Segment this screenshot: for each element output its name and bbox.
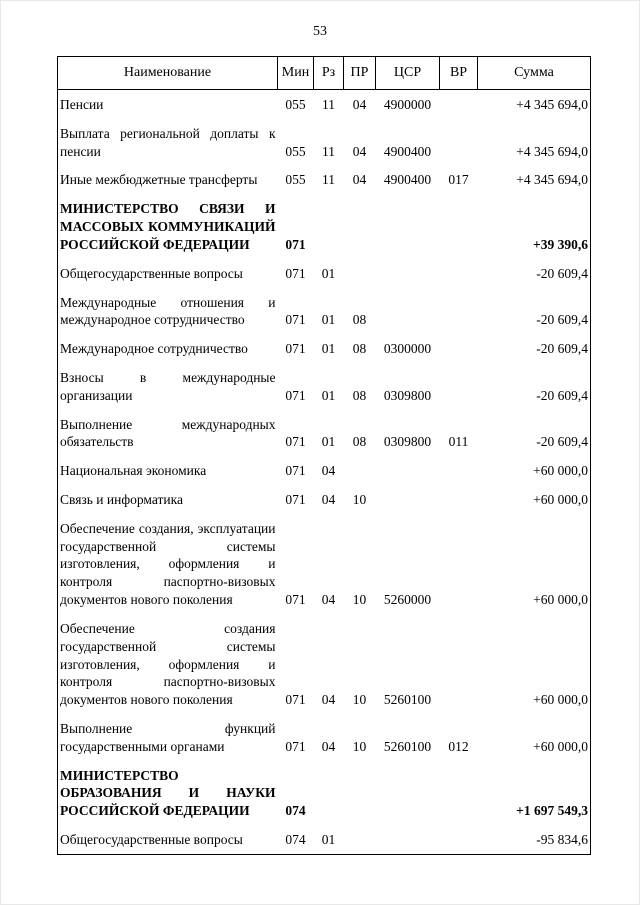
table-row: [58, 485, 591, 514]
cell-min: 071: [285, 236, 306, 252]
cell-min: 055: [285, 172, 306, 188]
cell-pr: 08: [352, 434, 367, 450]
table-row: [58, 334, 591, 363]
cell-rz: 01: [321, 832, 336, 847]
cell-csr: 0300000: [383, 341, 432, 357]
table-row: [58, 259, 591, 288]
table-body: [58, 90, 591, 855]
cell-min: 071: [285, 463, 306, 479]
cell-csr: [376, 485, 440, 514]
cell-name: Выполнение функций государственными органами: [60, 720, 276, 754]
cell-vr: [440, 334, 478, 363]
table-row: [58, 456, 591, 485]
cell-rz: 04: [321, 592, 336, 608]
cell-name: Обеспечение создания, эксплуатации государственной системы изготовления, оформления и контроля паспортно-визовых документов нового поколения: [60, 520, 276, 608]
cell-rz: 04: [321, 463, 336, 479]
cell-name: Общегосударственные вопросы: [60, 265, 243, 281]
cell-csr: [376, 288, 440, 335]
cell-vr: [440, 194, 478, 258]
cell-pr: 04: [352, 172, 367, 188]
cell-vr: [440, 514, 478, 614]
cell-summa: -20 609,4: [536, 341, 588, 357]
cell-rz: [314, 194, 344, 258]
cell-csr: [376, 194, 440, 258]
cell-vr: 011: [448, 434, 469, 450]
cell-pr: [344, 194, 376, 258]
cell-rz: 04: [321, 738, 336, 754]
cell-rz: 11: [322, 97, 335, 112]
cell-name: Выполнение международных обязательств: [60, 416, 276, 450]
cell-pr: 04: [352, 97, 367, 112]
cell-min: 074: [285, 832, 306, 847]
cell-vr: 012: [448, 738, 469, 754]
cell-min: 074: [285, 803, 306, 819]
cell-csr: [376, 825, 440, 854]
table-row: [58, 614, 591, 714]
cell-summa: +60 000,0: [533, 492, 588, 507]
cell-pr: [344, 825, 376, 854]
cell-pr: 10: [352, 592, 367, 608]
table-row: [58, 761, 591, 825]
table-row: [58, 514, 591, 614]
cell-pr: [344, 259, 376, 288]
cell-vr: 017: [448, 172, 469, 188]
cell-vr: [440, 761, 478, 825]
cell-name: Иные межбюджетные трансферты: [60, 172, 258, 188]
cell-min: 071: [285, 312, 306, 328]
cell-name: Обеспечение создания государственной системы изготовления, оформления и контроля паспортно-визовых документов нового поколения: [60, 620, 276, 708]
cell-summa: +39 390,6: [533, 236, 588, 252]
header-min: Мин: [278, 57, 314, 90]
cell-vr: [440, 614, 478, 714]
cell-csr: 0309800: [383, 387, 432, 403]
header-pr: ПР: [344, 57, 376, 90]
cell-rz: 01: [321, 312, 336, 328]
cell-min: 071: [285, 434, 306, 450]
cell-min: 071: [285, 592, 306, 608]
cell-pr: 08: [352, 387, 367, 403]
cell-pr: 08: [352, 341, 367, 357]
cell-min: 071: [285, 738, 306, 754]
cell-vr: [440, 119, 478, 166]
cell-name: Выплата региональной доплаты к пенсии: [60, 125, 276, 159]
cell-rz: 11: [322, 143, 335, 159]
cell-rz: 01: [321, 265, 336, 281]
cell-vr: [440, 485, 478, 514]
cell-summa: -20 609,4: [536, 312, 588, 328]
table-row: [58, 119, 591, 166]
cell-summa: +4 345 694,0: [516, 143, 588, 159]
cell-name: МИНИСТЕРСТВО СВЯЗИ И МАССОВЫХ КОММУНИКАЦИЙ РОССИЙСКОЙ ФЕДЕРАЦИИ: [60, 201, 276, 252]
cell-vr: [440, 90, 478, 119]
cell-csr: 4900000: [383, 97, 432, 112]
header-csr: ЦСР: [376, 57, 440, 90]
table-header-row: [58, 57, 591, 90]
cell-min: 055: [285, 97, 306, 112]
cell-rz: 11: [322, 172, 335, 188]
cell-summa: +60 000,0: [533, 463, 588, 479]
cell-rz: 01: [321, 434, 336, 450]
cell-pr: 10: [352, 692, 367, 708]
table-row: [58, 194, 591, 258]
cell-summa: -20 609,4: [536, 265, 588, 281]
cell-summa: +60 000,0: [533, 692, 588, 708]
cell-name: Международные отношения и международное сотрудничество: [60, 294, 276, 328]
cell-summa: -95 834,6: [536, 832, 588, 847]
cell-pr: 10: [352, 738, 367, 754]
cell-csr: 5260000: [383, 592, 432, 608]
table-row: [58, 165, 591, 194]
cell-name: Пенсии: [60, 97, 104, 112]
header-rz: Рз: [314, 57, 344, 90]
cell-rz: 04: [321, 692, 336, 708]
cell-csr: 5260100: [383, 692, 432, 708]
page-number: 53: [313, 24, 327, 39]
cell-rz: 01: [321, 341, 336, 357]
header-summa: Сумма: [478, 57, 591, 90]
cell-csr: 0309800: [383, 434, 432, 450]
cell-vr: [440, 288, 478, 335]
table-row: [58, 363, 591, 410]
cell-min: 071: [285, 341, 306, 357]
cell-csr: 4900400: [383, 143, 432, 159]
cell-name: Взносы в международные организации: [60, 369, 276, 403]
cell-csr: 5260100: [383, 738, 432, 754]
cell-name: Связь и информатика: [60, 492, 183, 507]
cell-csr: [376, 761, 440, 825]
table-row: [58, 90, 591, 119]
cell-pr: [344, 456, 376, 485]
cell-pr: 08: [352, 312, 367, 328]
cell-pr: [344, 761, 376, 825]
cell-summa: +1 697 549,3: [516, 803, 588, 819]
cell-name: МИНИСТЕРСТВО ОБРАЗОВАНИЯ И НАУКИ РОССИЙСКОЙ ФЕДЕРАЦИИ: [60, 767, 276, 819]
cell-pr: 04: [352, 143, 367, 159]
cell-name: Общегосударственные вопросы: [60, 832, 243, 847]
cell-summa: +60 000,0: [533, 738, 588, 754]
table-row: [58, 714, 591, 761]
cell-min: 055: [285, 143, 306, 159]
cell-rz: [314, 761, 344, 825]
cell-summa: -20 609,4: [536, 387, 588, 403]
header-vr: ВР: [440, 57, 478, 90]
cell-vr: [440, 456, 478, 485]
table-row: [58, 825, 591, 854]
cell-name: Национальная экономика: [60, 463, 207, 479]
table-row: [58, 288, 591, 335]
cell-rz: 04: [321, 492, 336, 507]
budget-table: [57, 56, 591, 855]
header-name: Наименование: [58, 57, 278, 90]
cell-summa: +4 345 694,0: [516, 97, 588, 112]
cell-vr: [440, 259, 478, 288]
cell-vr: [440, 825, 478, 854]
cell-name: Международное сотрудничество: [60, 341, 248, 357]
table-row: [58, 410, 591, 457]
cell-csr: 4900400: [383, 172, 432, 188]
cell-csr: [376, 456, 440, 485]
cell-summa: +60 000,0: [533, 592, 588, 608]
cell-pr: 10: [352, 492, 367, 507]
cell-rz: 01: [321, 387, 336, 403]
cell-summa: +4 345 694,0: [516, 172, 588, 188]
cell-csr: [376, 259, 440, 288]
cell-min: 071: [285, 692, 306, 708]
cell-summa: -20 609,4: [536, 434, 588, 450]
cell-min: 071: [285, 492, 306, 507]
cell-min: 071: [285, 265, 306, 281]
cell-min: 071: [285, 387, 306, 403]
cell-vr: [440, 363, 478, 410]
